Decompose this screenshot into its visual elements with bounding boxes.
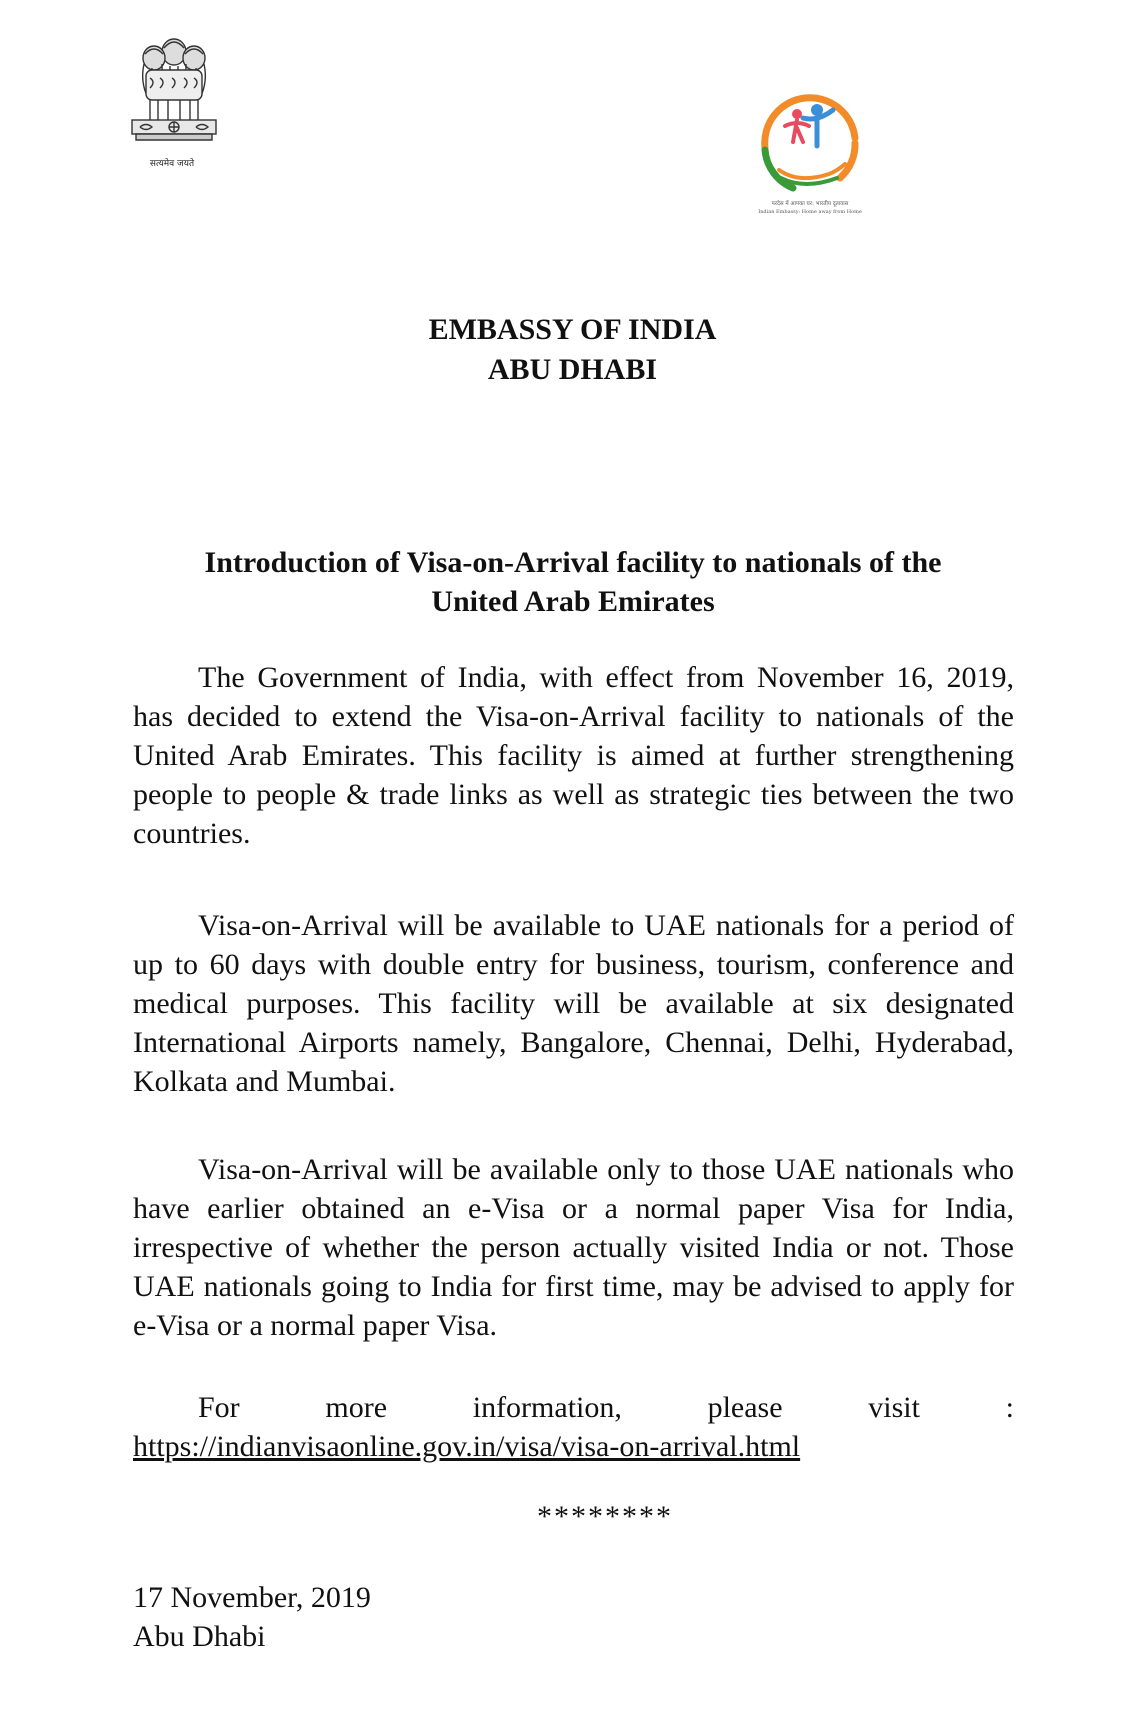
subject-line-1: Introduction of Visa-on-Arrival facility to nationals of the (204, 546, 942, 579)
more-info-word: visit (868, 1391, 920, 1424)
more-info-word: more (325, 1391, 388, 1424)
paragraph-2: Visa-on-Arrival will be available to UAE nationals for a period of up to 60 days with double entry for business, tourism, conference and medical purposes. This facility will be available at six designated International Airports namely, Bangalore, Chennai, Delhi, Hyderabad, Kolkata and Mumbai. (133, 909, 1014, 1098)
logo-tagline-english: Indian Embassy: Home away from Home (758, 209, 862, 215)
more-info-paragraph (133, 1388, 1014, 1466)
more-info-word: information, (472, 1391, 622, 1424)
paragraph-3: Visa-on-Arrival will be available only to those UAE nationals who have earlier obtained an e-Visa or a normal paper Visa for India, irrespective of whether the person actually visited India or not. Those UAE nationals going to India for first time, may be advised to apply for e-Visa or a normal paper Visa. (133, 1153, 1014, 1342)
paragraph-1: The Government of India, with effect from November 16, 2019, has decided to extend the Visa-on-Arrival facility to nationals of the United Arab Emirates. This facility is aimed at further strengthening people to people & trade links as well as strategic ties between the two countries. (133, 661, 1014, 850)
subject-heading (133, 543, 1013, 621)
more-info-word: : (1005, 1391, 1014, 1424)
more-info-word: please (707, 1391, 783, 1424)
emblem-motto: सत्यमेव जयते (149, 159, 195, 169)
more-info-line (133, 1388, 1014, 1427)
embassy-name: EMBASSY OF INDIA (428, 313, 717, 346)
visa-on-arrival-link[interactable]: https://indianvisaonline.gov.in/visa/visa-on-arrival.html (133, 1430, 801, 1463)
embassy-city: ABU DHABI (487, 353, 658, 386)
separator-stars: ******** (537, 1500, 673, 1533)
more-info-word: For (198, 1391, 240, 1424)
letterhead (0, 310, 1125, 390)
letter-date: 17 November, 2019 (133, 1581, 371, 1614)
embassy-logo-icon (745, 78, 875, 218)
letter-place: Abu Dhabi (133, 1620, 266, 1653)
subject-line-2: United Arab Emirates (431, 585, 715, 618)
logo-tagline-hindi: परदेस में आपका घर: भारतीय दूतावास (771, 201, 849, 207)
date-place-block (133, 1578, 371, 1656)
